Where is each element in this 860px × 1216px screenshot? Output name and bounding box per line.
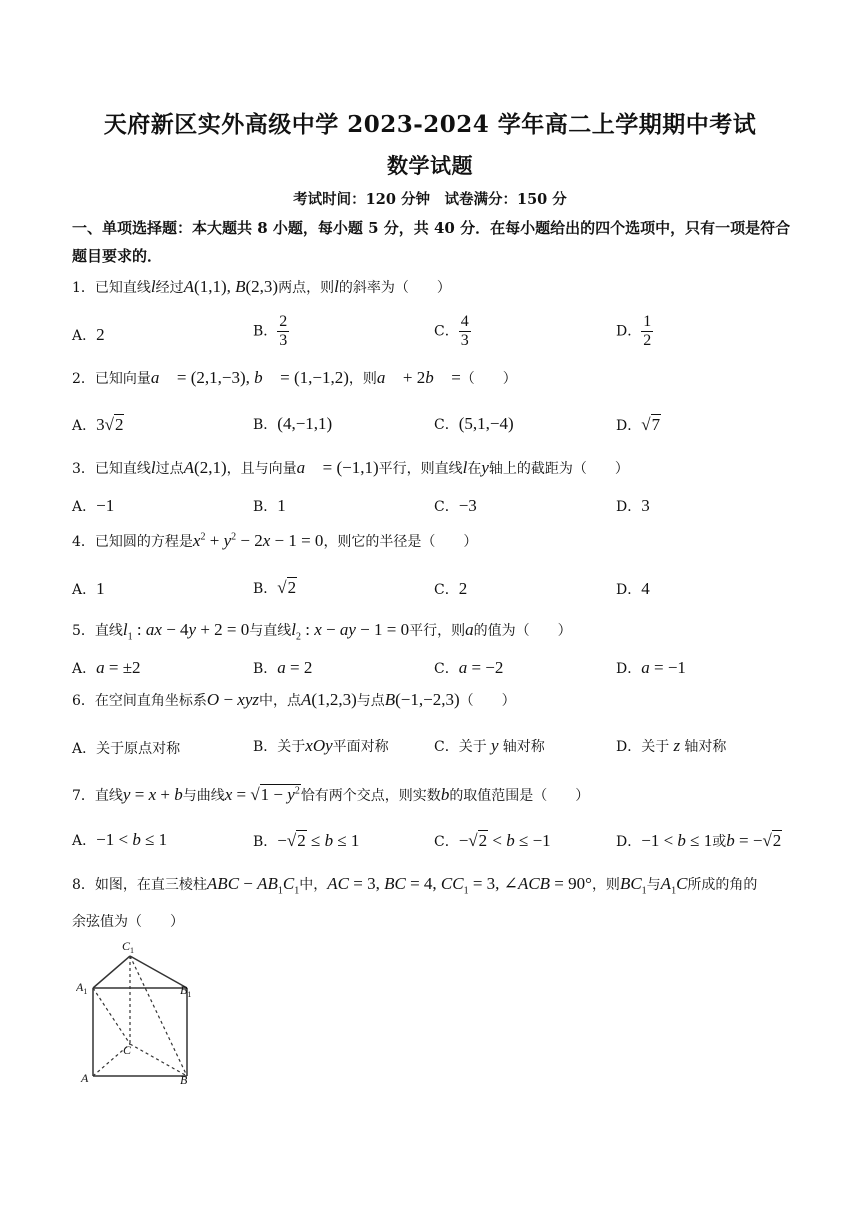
q3-option-b[interactable]: B．1 bbox=[253, 496, 286, 515]
line-a1-c bbox=[93, 988, 130, 1044]
q7-option-a[interactable]: A．−1 < b ≤ 1 bbox=[72, 830, 168, 849]
question-8-line2: 余弦值为（ ） bbox=[72, 914, 184, 930]
section-heading: 一、单项选择题：本大题共 8 小题，每小题 5 分，共 40 分．在每小题给出的四个选项中，只有一项是符合题目要求的． bbox=[72, 219, 791, 265]
edge-c-b bbox=[130, 1044, 187, 1076]
q2-option-b[interactable]: B．(4,−1,1) bbox=[253, 414, 333, 433]
q7-option-d[interactable]: D．−1 < b ≤ 1或b = −√2 bbox=[616, 831, 782, 850]
q2-option-c[interactable]: C．(5,1,−4) bbox=[434, 414, 514, 433]
q2-option-a[interactable]: A．3√2 bbox=[72, 415, 124, 434]
q7-option-b[interactable]: B．−√2 ≤ b ≤ 1 bbox=[253, 831, 360, 850]
edge-a1-c1 bbox=[93, 956, 130, 988]
label-b1: $B_1$ bbox=[180, 983, 192, 999]
q1-option-d[interactable]: D． $\frac{1}{2}$ bbox=[616, 313, 652, 349]
question-1: 1．已知直线l经过A(1,1), B(2,3)两点，则l的斜率为（ ） bbox=[72, 277, 451, 296]
q1-option-a[interactable]: A．2 bbox=[72, 325, 105, 344]
question-2: 2．已知向量a⃗ = (2,1,−3), b⃗ = (1,−1,2)，则a⃗ + 2b⃗ =（ ） bbox=[72, 368, 517, 387]
q3-option-d[interactable]: D．3 bbox=[616, 496, 650, 515]
label-a1: $A_1$ bbox=[76, 980, 88, 996]
label-c: C bbox=[123, 1043, 132, 1057]
prism-figure bbox=[76, 936, 196, 1086]
label-c1: $C_1$ bbox=[122, 939, 135, 955]
q3-option-a[interactable]: A．−1 bbox=[72, 496, 115, 515]
question-5: 5．直线$l_1$ : ax − 4y + 2 = 0与直线$l_2$ : x − ay − 1 = 0平行，则a的值为（ ） bbox=[72, 620, 572, 643]
q5-option-c[interactable]: C．a = −2 bbox=[434, 658, 504, 677]
q6-option-b[interactable]: B．关于xOy平面对称 bbox=[253, 736, 389, 755]
q2-option-d[interactable]: D．√7 bbox=[616, 415, 661, 434]
exam-title: 天府新区实外高级中学 2023-2024 学年高二上学期期中考试 bbox=[103, 111, 757, 138]
exam-subtitle: 数学试题 bbox=[387, 153, 473, 178]
label-a: A bbox=[81, 1071, 89, 1085]
label-b: B bbox=[180, 1073, 188, 1086]
q6-option-a[interactable]: A．关于原点对称 bbox=[72, 741, 181, 757]
question-6: 6．在空间直角坐标系O − xyz中，点A(1,2,3)与点B(−1,−2,3)（ ） bbox=[72, 690, 516, 709]
line-c1-b bbox=[130, 956, 187, 1076]
question-8: 8．如图，在直三棱柱ABC − $AB_1C_1$中，AC = 3, BC = 4, $CC_1 = 3$, ∠ACB = 90°，则$BC_1$与$A_1C$所成的角的 bbox=[72, 874, 758, 897]
q5-option-a[interactable]: A．a = ±2 bbox=[72, 658, 141, 677]
q6-option-d[interactable]: D．关于 z 轴对称 bbox=[616, 736, 727, 755]
q1-option-b[interactable]: B． $\frac{2}{3}$ bbox=[253, 313, 288, 349]
question-7: 7．直线y = x + b与曲线$x = √1 - y^2$恰有两个交点，则实数b的取值范围是（ ） bbox=[72, 785, 590, 804]
q4-option-a[interactable]: A．1 bbox=[72, 579, 105, 598]
edge-c1-b1 bbox=[130, 956, 187, 988]
q4-option-d[interactable]: D．4 bbox=[616, 579, 650, 598]
q5-option-b[interactable]: B．a = 2 bbox=[253, 658, 313, 677]
q1-option-c[interactable]: C． $\frac{4}{3}$ bbox=[434, 313, 469, 349]
question-4: 4．已知圆的方程是$x^2 + y^2 - 2x - 1 = 0$，则它的半径是（ ） bbox=[72, 531, 478, 550]
q7-option-c[interactable]: C．−√2 < b ≤ −1 bbox=[434, 831, 551, 850]
q3-option-c[interactable]: C．−3 bbox=[434, 496, 477, 515]
q5-option-d[interactable]: D．a = −1 bbox=[616, 658, 686, 677]
exam-info: 考试时间：120 分钟 试卷满分：150 分 bbox=[293, 191, 567, 208]
q4-option-b[interactable]: B．√2 bbox=[253, 578, 297, 597]
q6-option-c[interactable]: C．关于 y 轴对称 bbox=[434, 736, 545, 755]
question-3: 3．已知直线l过点A(2,1)，且与向量a⃗ = (−1,1)平行，则直线l在y轴上的截距为（ ） bbox=[72, 458, 629, 477]
q4-option-c[interactable]: C．2 bbox=[434, 579, 468, 598]
